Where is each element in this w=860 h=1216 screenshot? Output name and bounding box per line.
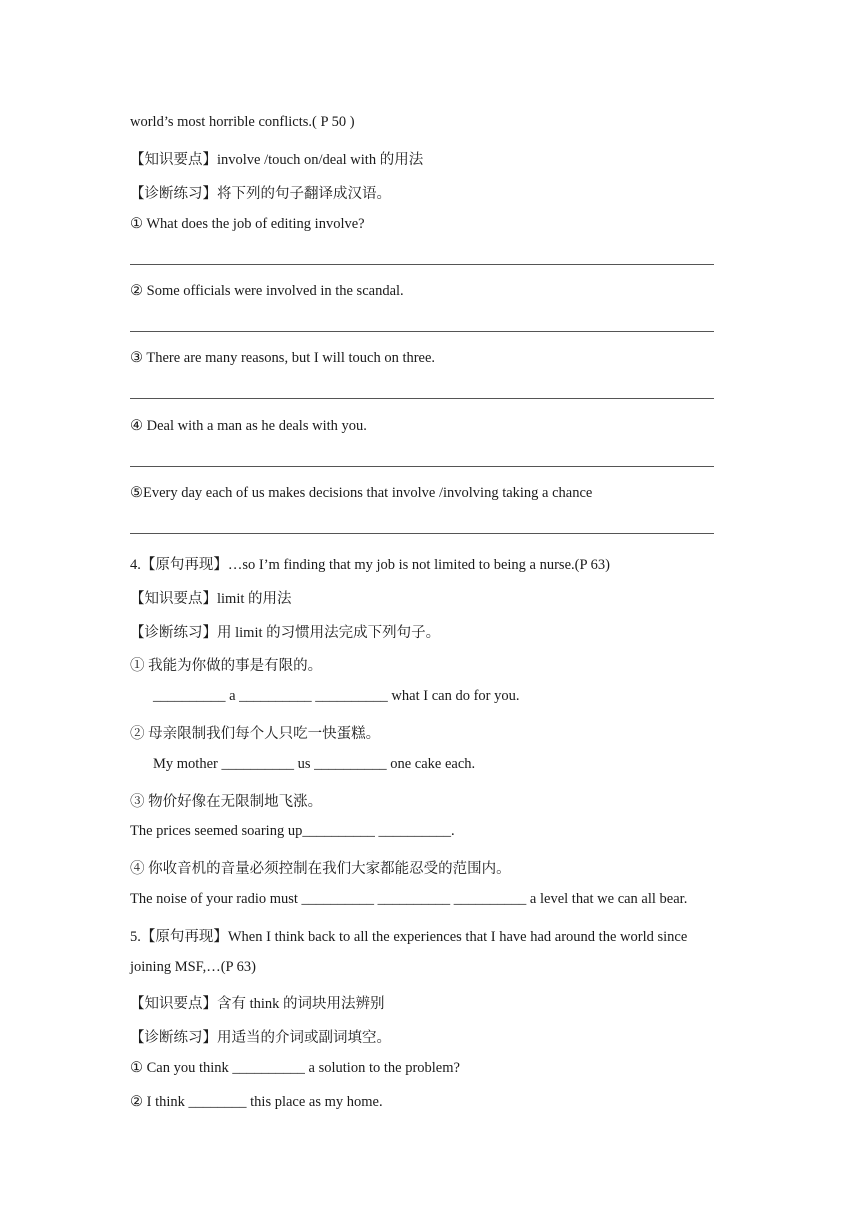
- knowledge-point-heading: 【知识要点】含有 think 的词块用法辨别: [130, 996, 385, 1012]
- exercise-item: ① What does the job of editing involve?: [130, 216, 365, 232]
- exercise-item: ② 母亲限制我们每个人只吃一快蛋糕。: [130, 726, 381, 742]
- answer-line[interactable]: [130, 466, 714, 467]
- knowledge-point-heading: 【知识要点】limit 的用法: [130, 591, 292, 607]
- exercise-item: ③ There are many reasons, but I will touch on three.: [130, 350, 436, 366]
- exercise-instruction: 【诊断练习】用适当的介词或副词填空。: [130, 1030, 391, 1046]
- fill-blank-sentence[interactable]: ① Can you think __________ a solution to the problem?: [130, 1060, 460, 1076]
- exercise-item: ③ 物价好像在无限制地飞涨。: [130, 794, 323, 810]
- exercise-item: ④ 你收音机的音量必须控制在我们大家都能忍受的范围内。: [130, 861, 511, 877]
- exercise-instruction: 【诊断练习】用 limit 的习惯用法完成下列句子。: [130, 625, 441, 641]
- text-line: world’s most horrible conflicts.( P 50 ): [130, 114, 355, 130]
- original-sentence-heading: 4.【原句再现】…so I’m finding that my job is not limited to being a nurse.(P 63): [130, 557, 610, 573]
- answer-line[interactable]: [130, 331, 714, 332]
- answer-line[interactable]: [130, 264, 714, 265]
- original-sentence-heading: 5.【原句再现】When I think back to all the experiences that I have had around the world since: [130, 929, 688, 945]
- fill-blank-sentence[interactable]: The noise of your radio must __________ __________ __________ a level that we can all bear.: [130, 891, 688, 907]
- fill-blank-sentence[interactable]: The prices seemed soaring up__________ __________.: [130, 823, 455, 839]
- exercise-item: ④ Deal with a man as he deals with you.: [130, 418, 367, 434]
- fill-blank-sentence[interactable]: ② I think ________ this place as my home.: [130, 1094, 383, 1110]
- text-line: joining MSF,…(P 63): [130, 959, 257, 975]
- answer-line[interactable]: [130, 398, 714, 399]
- fill-blank-sentence[interactable]: __________ a __________ __________ what I can do for you.: [153, 688, 520, 704]
- exercise-item: ⑤Every day each of us makes decisions that involve /involving taking a chance: [130, 485, 593, 501]
- exercise-instruction: 【诊断练习】将下列的句子翻译成汉语。: [130, 186, 391, 202]
- exercise-item: ② Some officials were involved in the scandal.: [130, 283, 404, 299]
- knowledge-point-heading: 【知识要点】involve /touch on/deal with 的用法: [130, 152, 424, 168]
- exercise-item: ① 我能为你做的事是有限的。: [130, 658, 323, 674]
- answer-line[interactable]: [130, 533, 714, 534]
- fill-blank-sentence[interactable]: My mother __________ us __________ one cake each.: [153, 756, 476, 772]
